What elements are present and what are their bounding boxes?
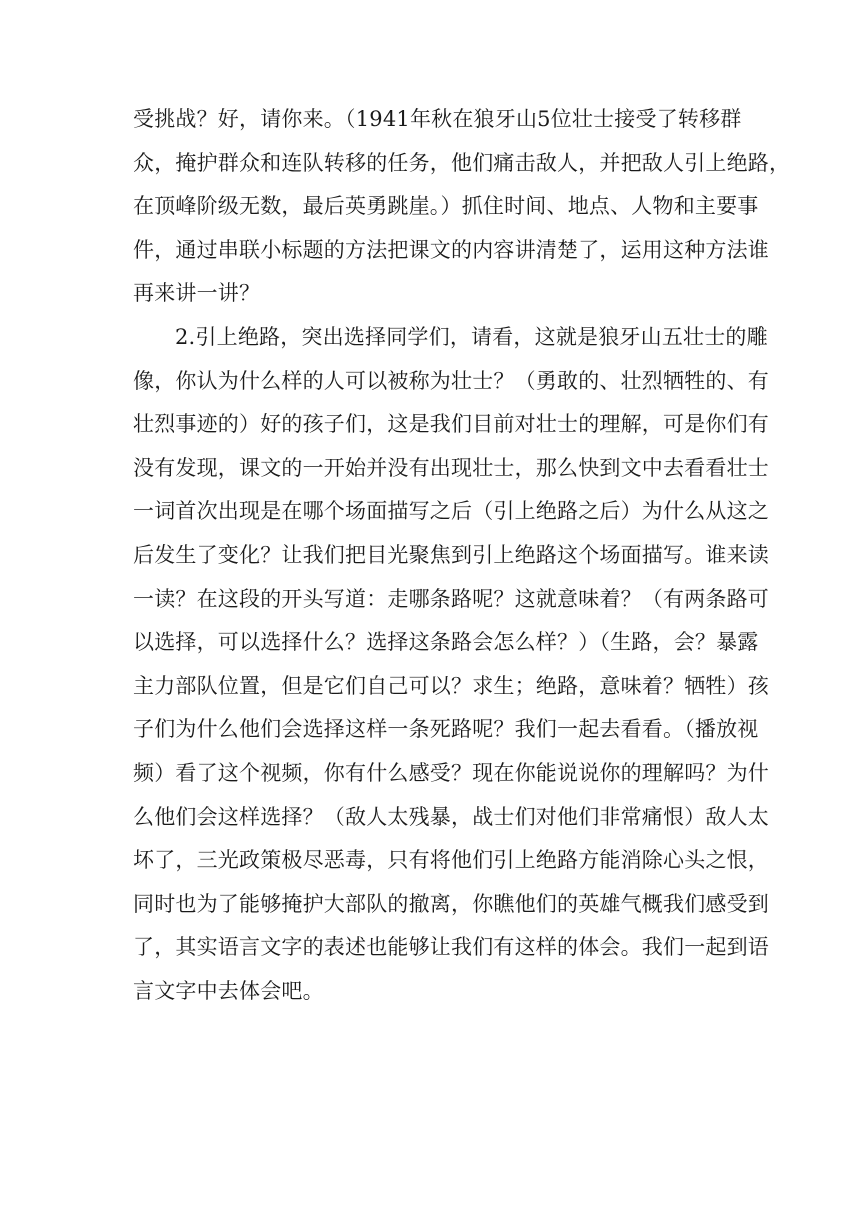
text-line: 子们为什么他们会选择这样一条死路呢？我们一起去看看。（播放视 [133, 717, 759, 742]
text-line: 2.引上绝路，突出选择同学们，请看，这就是狼牙山五壮士的雕 [175, 324, 768, 349]
text-line: 壮烈事迹的）好的孩子们，这是我们目前对壮士的理解，可是你们有 [133, 412, 769, 437]
text-line: 在顶峰阶级无数，最后英勇跳崖。）抓住时间、地点、人物和主要事 [133, 194, 759, 219]
paragraph-2 [133, 316, 769, 1014]
paragraph-1 [133, 98, 791, 316]
text-line: 么他们会这样选择？（敌人太残暴，战士们对他们非常痛恨）敌人太 [133, 804, 769, 829]
text-line: 一词首次出现是在哪个场面描写之后（引上绝路之后）为什么从这之 [133, 499, 769, 524]
text-line: 像，你认为什么样的人可以被称为壮士？（勇敢的、壮烈牺牲的、有 [133, 368, 769, 393]
text-line: 主力部队位置，但是它们自己可以？求生；绝路，意味着？牺牲）孩 [133, 673, 769, 698]
text-line: 坏了，三光政策极尽恶毒，只有将他们引上绝路方能消除心头之恨， [133, 848, 769, 873]
text-line: 言文字中去体会吧。 [133, 978, 324, 1003]
text-line: 后发生了变化？让我们把目光聚焦到引上绝路这个场面描写。谁来读 [133, 542, 769, 567]
text-line: 了，其实语言文字的表述也能够让我们有这样的体会。我们一起到语 [133, 935, 769, 960]
text-line: 以选择，可以选择什么？选择这条路会怎么样？）（生路，会？暴露 [133, 630, 759, 655]
document-page [133, 98, 791, 1013]
text-line: 同时也为了能够掩护大部队的撤离，你瞧他们的英雄气概我们感受到 [133, 891, 769, 916]
text-line: 再来讲一讲？ [133, 281, 261, 306]
text-line: 件，通过串联小标题的方法把课文的内容讲清楚了，运用这种方法谁 [133, 237, 769, 262]
text-line: 受挑战？好，请你来。（1941年秋在狼牙山5位壮士接受了转移群 [133, 107, 742, 131]
text-line: 一读？在这段的开头写道：走哪条路呢？这就意味着？（有两条路可 [133, 586, 769, 611]
text-line: 频）看了这个视频，你有什么感受？现在你能说说你的理解吗？为什 [133, 760, 769, 785]
text-line: 众，掩护群众和连队转移的任务，他们痛击敌人，并把敌人引上绝路， [133, 150, 791, 175]
text-line: 没有发现，课文的一开始并没有出现壮士，那么快到文中去看看壮士 [133, 455, 769, 480]
